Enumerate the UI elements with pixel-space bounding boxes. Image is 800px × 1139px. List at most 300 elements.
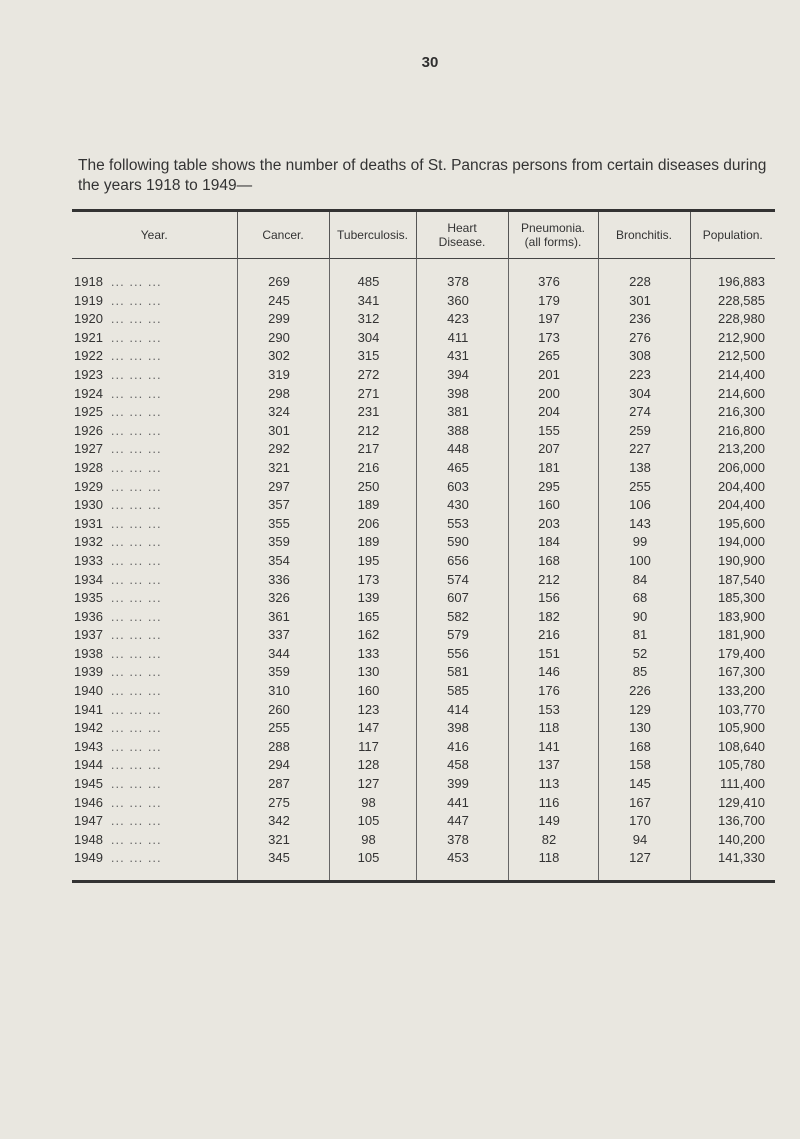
cancer-cell: 288 bbox=[237, 738, 329, 757]
year-cell bbox=[72, 422, 237, 441]
bronchitis-cell: 276 bbox=[598, 329, 690, 348]
population-cell: 216,800 bbox=[690, 422, 775, 441]
leader-dots: ... ... ... bbox=[110, 645, 162, 661]
population-cell: 105,780 bbox=[690, 756, 775, 775]
bronchitis-cell: 170 bbox=[598, 812, 690, 831]
year-value: 1921 bbox=[74, 329, 103, 345]
heart-disease-cell: 441 bbox=[416, 794, 508, 813]
leader-dots: ... ... ... bbox=[110, 608, 162, 624]
cancer-cell: 354 bbox=[237, 552, 329, 571]
table-row bbox=[72, 831, 775, 850]
leader-dots: ... ... ... bbox=[110, 329, 162, 345]
year-cell bbox=[72, 645, 237, 664]
header-pneumonia-line1: Pneumonia. bbox=[520, 221, 586, 235]
year-value: 1927 bbox=[74, 441, 103, 457]
population-cell: 228,585 bbox=[690, 292, 775, 311]
pneumonia-cell: 141 bbox=[508, 738, 598, 757]
leader-dots: ... ... ... bbox=[110, 831, 162, 847]
year-cell bbox=[72, 552, 237, 571]
year-cell bbox=[72, 366, 237, 385]
table-row bbox=[72, 608, 775, 627]
year-cell bbox=[72, 794, 237, 813]
spacer-cell bbox=[690, 259, 775, 274]
population-cell: 196,883 bbox=[690, 273, 775, 292]
table-row bbox=[72, 385, 775, 404]
spacer-cell bbox=[329, 868, 416, 880]
heart-disease-cell: 423 bbox=[416, 310, 508, 329]
population-cell: 187,540 bbox=[690, 571, 775, 590]
heart-disease-cell: 556 bbox=[416, 645, 508, 664]
bronchitis-cell: 99 bbox=[598, 533, 690, 552]
cancer-cell: 290 bbox=[237, 329, 329, 348]
population-cell: 212,500 bbox=[690, 347, 775, 366]
header-heart-disease-line2: Disease. bbox=[438, 235, 486, 249]
pneumonia-cell: 149 bbox=[508, 812, 598, 831]
cancer-cell: 255 bbox=[237, 719, 329, 738]
heart-disease-cell: 360 bbox=[416, 292, 508, 311]
population-cell: 195,600 bbox=[690, 515, 775, 534]
leader-dots: ... ... ... bbox=[110, 366, 162, 382]
heart-disease-cell: 416 bbox=[416, 738, 508, 757]
pneumonia-cell: 118 bbox=[508, 719, 598, 738]
year-value: 1938 bbox=[74, 645, 103, 661]
cancer-cell: 337 bbox=[237, 626, 329, 645]
leader-dots: ... ... ... bbox=[110, 385, 162, 401]
population-cell: 185,300 bbox=[690, 589, 775, 608]
tuberculosis-cell: 165 bbox=[329, 608, 416, 627]
year-cell bbox=[72, 496, 237, 515]
cancer-cell: 301 bbox=[237, 422, 329, 441]
year-value: 1926 bbox=[74, 422, 103, 438]
population-cell: 111,400 bbox=[690, 775, 775, 794]
bronchitis-cell: 223 bbox=[598, 366, 690, 385]
year-value: 1925 bbox=[74, 404, 103, 420]
bronchitis-cell: 228 bbox=[598, 273, 690, 292]
tuberculosis-cell: 304 bbox=[329, 329, 416, 348]
cancer-cell: 359 bbox=[237, 533, 329, 552]
tuberculosis-cell: 212 bbox=[329, 422, 416, 441]
spacer-cell bbox=[237, 868, 329, 880]
cancer-cell: 321 bbox=[237, 459, 329, 478]
table-row bbox=[72, 552, 775, 571]
leader-dots: ... ... ... bbox=[110, 627, 162, 643]
pneumonia-cell: 116 bbox=[508, 794, 598, 813]
year-value: 1936 bbox=[74, 608, 103, 624]
spacer-cell bbox=[72, 259, 237, 274]
year-value: 1922 bbox=[74, 348, 103, 364]
cancer-cell: 269 bbox=[237, 273, 329, 292]
leader-dots: ... ... ... bbox=[110, 850, 162, 866]
leader-dots: ... ... ... bbox=[110, 515, 162, 531]
heart-disease-cell: 378 bbox=[416, 273, 508, 292]
table-row bbox=[72, 366, 775, 385]
year-cell bbox=[72, 849, 237, 868]
header-year: Year. bbox=[140, 228, 168, 242]
spacer-cell bbox=[598, 259, 690, 274]
cancer-cell: 361 bbox=[237, 608, 329, 627]
cancer-cell: 342 bbox=[237, 812, 329, 831]
tuberculosis-cell: 217 bbox=[329, 440, 416, 459]
cancer-cell: 292 bbox=[237, 440, 329, 459]
leader-dots: ... ... ... bbox=[110, 757, 162, 773]
cancer-cell: 355 bbox=[237, 515, 329, 534]
year-value: 1918 bbox=[74, 274, 103, 289]
year-value: 1948 bbox=[74, 831, 103, 847]
tuberculosis-cell: 315 bbox=[329, 347, 416, 366]
year-value: 1949 bbox=[74, 850, 103, 866]
population-cell: 204,400 bbox=[690, 478, 775, 497]
table-row bbox=[72, 329, 775, 348]
heart-disease-cell: 394 bbox=[416, 366, 508, 385]
year-cell bbox=[72, 812, 237, 831]
pneumonia-cell: 201 bbox=[508, 366, 598, 385]
tuberculosis-cell: 127 bbox=[329, 775, 416, 794]
heart-disease-cell: 458 bbox=[416, 756, 508, 775]
heart-disease-cell: 590 bbox=[416, 533, 508, 552]
leader-dots: ... ... ... bbox=[110, 404, 162, 420]
tuberculosis-cell: 312 bbox=[329, 310, 416, 329]
heart-disease-cell: 574 bbox=[416, 571, 508, 590]
year-value: 1943 bbox=[74, 738, 103, 754]
heart-disease-cell: 447 bbox=[416, 812, 508, 831]
tuberculosis-cell: 160 bbox=[329, 682, 416, 701]
heart-disease-cell: 607 bbox=[416, 589, 508, 608]
bronchitis-cell: 68 bbox=[598, 589, 690, 608]
population-cell: 167,300 bbox=[690, 663, 775, 682]
table-row bbox=[72, 533, 775, 552]
cancer-cell: 310 bbox=[237, 682, 329, 701]
heart-disease-cell: 448 bbox=[416, 440, 508, 459]
pneumonia-cell: 295 bbox=[508, 478, 598, 497]
year-cell bbox=[72, 608, 237, 627]
leader-dots: ... ... ... bbox=[110, 459, 162, 475]
leader-dots: ... ... ... bbox=[110, 590, 162, 606]
tuberculosis-cell: 123 bbox=[329, 701, 416, 720]
cancer-cell: 299 bbox=[237, 310, 329, 329]
tuberculosis-cell: 485 bbox=[329, 273, 416, 292]
leader-dots: ... ... ... bbox=[110, 497, 162, 513]
header-population: Population. bbox=[690, 212, 775, 259]
year-value: 1944 bbox=[74, 757, 103, 773]
table-row bbox=[72, 292, 775, 311]
year-cell bbox=[72, 329, 237, 348]
tuberculosis-cell: 139 bbox=[329, 589, 416, 608]
table-row bbox=[72, 738, 775, 757]
tuberculosis-cell: 147 bbox=[329, 719, 416, 738]
pneumonia-cell: 153 bbox=[508, 701, 598, 720]
year-cell bbox=[72, 719, 237, 738]
leader-dots: ... ... ... bbox=[110, 311, 162, 327]
bronchitis-cell: 145 bbox=[598, 775, 690, 794]
intro-paragraph: The following table shows the number of deaths of St. Pancras persons from certain diseases during the years 1918 to 1949— bbox=[78, 157, 767, 194]
tuberculosis-cell: 105 bbox=[329, 812, 416, 831]
heart-disease-cell: 603 bbox=[416, 478, 508, 497]
bronchitis-cell: 106 bbox=[598, 496, 690, 515]
year-cell bbox=[72, 589, 237, 608]
tuberculosis-cell: 173 bbox=[329, 571, 416, 590]
population-cell: 179,400 bbox=[690, 645, 775, 664]
heart-disease-cell: 430 bbox=[416, 496, 508, 515]
bronchitis-cell: 259 bbox=[598, 422, 690, 441]
tuberculosis-cell: 105 bbox=[329, 849, 416, 868]
pneumonia-cell: 212 bbox=[508, 571, 598, 590]
year-value: 1945 bbox=[74, 776, 103, 792]
tuberculosis-cell: 206 bbox=[329, 515, 416, 534]
leader-dots: ... ... ... bbox=[110, 274, 162, 289]
year-cell bbox=[72, 385, 237, 404]
tuberculosis-cell: 133 bbox=[329, 645, 416, 664]
tuberculosis-cell: 195 bbox=[329, 552, 416, 571]
table-row bbox=[72, 682, 775, 701]
tuberculosis-cell: 98 bbox=[329, 794, 416, 813]
pneumonia-cell: 151 bbox=[508, 645, 598, 664]
population-cell: 194,000 bbox=[690, 533, 775, 552]
year-value: 1937 bbox=[74, 627, 103, 643]
population-cell: 212,900 bbox=[690, 329, 775, 348]
pneumonia-cell: 182 bbox=[508, 608, 598, 627]
leader-dots: ... ... ... bbox=[110, 720, 162, 736]
heart-disease-cell: 579 bbox=[416, 626, 508, 645]
leader-dots: ... ... ... bbox=[110, 422, 162, 438]
tuberculosis-cell: 341 bbox=[329, 292, 416, 311]
table-row bbox=[72, 422, 775, 441]
pneumonia-cell: 173 bbox=[508, 329, 598, 348]
year-cell bbox=[72, 310, 237, 329]
pneumonia-cell: 203 bbox=[508, 515, 598, 534]
year-value: 1928 bbox=[74, 459, 103, 475]
cancer-cell: 324 bbox=[237, 403, 329, 422]
pneumonia-cell: 113 bbox=[508, 775, 598, 794]
population-cell: 141,330 bbox=[690, 849, 775, 868]
population-cell: 103,770 bbox=[690, 701, 775, 720]
table-row bbox=[72, 273, 775, 292]
bronchitis-cell: 90 bbox=[598, 608, 690, 627]
pneumonia-cell: 216 bbox=[508, 626, 598, 645]
population-cell: 181,900 bbox=[690, 626, 775, 645]
spacer-cell bbox=[329, 259, 416, 274]
year-value: 1919 bbox=[74, 292, 103, 308]
spacer-cell bbox=[416, 259, 508, 274]
bronchitis-cell: 138 bbox=[598, 459, 690, 478]
cancer-cell: 344 bbox=[237, 645, 329, 664]
pneumonia-cell: 200 bbox=[508, 385, 598, 404]
spacer-cell bbox=[508, 259, 598, 274]
bronchitis-cell: 167 bbox=[598, 794, 690, 813]
cancer-cell: 260 bbox=[237, 701, 329, 720]
population-cell: 108,640 bbox=[690, 738, 775, 757]
leader-dots: ... ... ... bbox=[110, 441, 162, 457]
spacer-cell bbox=[690, 868, 775, 880]
heart-disease-cell: 381 bbox=[416, 403, 508, 422]
cancer-cell: 357 bbox=[237, 496, 329, 515]
cancer-cell: 245 bbox=[237, 292, 329, 311]
cancer-cell: 326 bbox=[237, 589, 329, 608]
bronchitis-cell: 304 bbox=[598, 385, 690, 404]
heart-disease-cell: 398 bbox=[416, 719, 508, 738]
pneumonia-cell: 155 bbox=[508, 422, 598, 441]
table-row bbox=[72, 496, 775, 515]
page-number: 30 bbox=[421, 54, 439, 71]
cancer-cell: 297 bbox=[237, 478, 329, 497]
table-row bbox=[72, 719, 775, 738]
header-row bbox=[72, 212, 775, 259]
pneumonia-cell: 181 bbox=[508, 459, 598, 478]
table-row bbox=[72, 794, 775, 813]
population-cell: 133,200 bbox=[690, 682, 775, 701]
spacer-cell bbox=[508, 868, 598, 880]
leader-dots: ... ... ... bbox=[110, 292, 162, 308]
tuberculosis-cell: 231 bbox=[329, 403, 416, 422]
bronchitis-cell: 143 bbox=[598, 515, 690, 534]
heart-disease-cell: 581 bbox=[416, 663, 508, 682]
header-heart-disease bbox=[416, 212, 508, 259]
leader-dots: ... ... ... bbox=[110, 683, 162, 699]
year-cell bbox=[72, 738, 237, 757]
tuberculosis-cell: 128 bbox=[329, 756, 416, 775]
heart-disease-cell: 378 bbox=[416, 831, 508, 850]
year-cell bbox=[72, 292, 237, 311]
tuberculosis-cell: 271 bbox=[329, 385, 416, 404]
year-value: 1941 bbox=[74, 701, 103, 717]
population-cell: 136,700 bbox=[690, 812, 775, 831]
population-cell: 105,900 bbox=[690, 719, 775, 738]
cancer-cell: 298 bbox=[237, 385, 329, 404]
deaths-table bbox=[72, 212, 775, 880]
year-cell bbox=[72, 459, 237, 478]
population-cell: 228,980 bbox=[690, 310, 775, 329]
cancer-cell: 287 bbox=[237, 775, 329, 794]
bronchitis-cell: 129 bbox=[598, 701, 690, 720]
population-cell: 214,600 bbox=[690, 385, 775, 404]
cancer-cell: 319 bbox=[237, 366, 329, 385]
bronchitis-cell: 127 bbox=[598, 849, 690, 868]
pneumonia-cell: 207 bbox=[508, 440, 598, 459]
bronchitis-cell: 227 bbox=[598, 440, 690, 459]
tuberculosis-cell: 117 bbox=[329, 738, 416, 757]
leader-dots: ... ... ... bbox=[110, 776, 162, 792]
year-value: 1935 bbox=[74, 590, 103, 606]
cancer-cell: 302 bbox=[237, 347, 329, 366]
header-pneumonia-line2: (all forms). bbox=[524, 235, 582, 249]
year-value: 1933 bbox=[74, 552, 103, 568]
spacer-cell bbox=[598, 868, 690, 880]
bronchitis-cell: 94 bbox=[598, 831, 690, 850]
year-value: 1940 bbox=[74, 683, 103, 699]
tuberculosis-cell: 189 bbox=[329, 496, 416, 515]
year-cell bbox=[72, 663, 237, 682]
leader-dots: ... ... ... bbox=[110, 794, 162, 810]
heart-disease-cell: 453 bbox=[416, 849, 508, 868]
table-bottom-rule bbox=[72, 880, 775, 883]
year-cell bbox=[72, 273, 237, 292]
pneumonia-cell: 137 bbox=[508, 756, 598, 775]
heart-disease-cell: 399 bbox=[416, 775, 508, 794]
bronchitis-cell: 100 bbox=[598, 552, 690, 571]
cancer-cell: 336 bbox=[237, 571, 329, 590]
heart-disease-cell: 414 bbox=[416, 701, 508, 720]
table-row bbox=[72, 478, 775, 497]
year-value: 1934 bbox=[74, 571, 103, 587]
bronchitis-cell: 81 bbox=[598, 626, 690, 645]
leader-dots: ... ... ... bbox=[110, 552, 162, 568]
year-cell bbox=[72, 533, 237, 552]
year-cell bbox=[72, 571, 237, 590]
tail-spacer-row bbox=[72, 868, 775, 880]
year-cell bbox=[72, 756, 237, 775]
year-cell bbox=[72, 701, 237, 720]
bronchitis-cell: 52 bbox=[598, 645, 690, 664]
pneumonia-cell: 82 bbox=[508, 831, 598, 850]
table-body bbox=[72, 259, 775, 881]
tuberculosis-cell: 130 bbox=[329, 663, 416, 682]
year-value: 1931 bbox=[74, 515, 103, 531]
table-row bbox=[72, 347, 775, 366]
pneumonia-cell: 168 bbox=[508, 552, 598, 571]
year-cell bbox=[72, 515, 237, 534]
year-cell bbox=[72, 478, 237, 497]
bronchitis-cell: 236 bbox=[598, 310, 690, 329]
tuberculosis-cell: 250 bbox=[329, 478, 416, 497]
bronchitis-cell: 301 bbox=[598, 292, 690, 311]
table-row bbox=[72, 849, 775, 868]
tuberculosis-cell: 216 bbox=[329, 459, 416, 478]
leader-dots: ... ... ... bbox=[110, 664, 162, 680]
table-row bbox=[72, 459, 775, 478]
table-row bbox=[72, 812, 775, 831]
year-cell bbox=[72, 403, 237, 422]
year-cell bbox=[72, 775, 237, 794]
mortality-table bbox=[72, 209, 775, 883]
heart-disease-cell: 582 bbox=[416, 608, 508, 627]
year-value: 1947 bbox=[74, 813, 103, 829]
spacer-cell bbox=[416, 868, 508, 880]
heart-disease-cell: 388 bbox=[416, 422, 508, 441]
population-cell: 190,900 bbox=[690, 552, 775, 571]
spacer-cell bbox=[72, 868, 237, 880]
header-pneumonia bbox=[508, 212, 598, 259]
tuberculosis-cell: 189 bbox=[329, 533, 416, 552]
leader-dots: ... ... ... bbox=[110, 701, 162, 717]
pneumonia-cell: 176 bbox=[508, 682, 598, 701]
table-row bbox=[72, 403, 775, 422]
heart-disease-cell: 553 bbox=[416, 515, 508, 534]
year-value: 1924 bbox=[74, 385, 103, 401]
population-cell: 140,200 bbox=[690, 831, 775, 850]
year-value: 1946 bbox=[74, 794, 103, 810]
population-cell: 183,900 bbox=[690, 608, 775, 627]
year-value: 1939 bbox=[74, 664, 103, 680]
pneumonia-cell: 204 bbox=[508, 403, 598, 422]
tuberculosis-cell: 98 bbox=[329, 831, 416, 850]
population-cell: 129,410 bbox=[690, 794, 775, 813]
pneumonia-cell: 376 bbox=[508, 273, 598, 292]
year-cell bbox=[72, 831, 237, 850]
year-value: 1923 bbox=[74, 366, 103, 382]
population-cell: 213,200 bbox=[690, 440, 775, 459]
pneumonia-cell: 184 bbox=[508, 533, 598, 552]
bronchitis-cell: 255 bbox=[598, 478, 690, 497]
pneumonia-cell: 197 bbox=[508, 310, 598, 329]
table-row bbox=[72, 626, 775, 645]
pneumonia-cell: 156 bbox=[508, 589, 598, 608]
cancer-cell: 359 bbox=[237, 663, 329, 682]
header-spacer-row bbox=[72, 259, 775, 274]
bronchitis-cell: 158 bbox=[598, 756, 690, 775]
population-cell: 204,400 bbox=[690, 496, 775, 515]
spacer-cell bbox=[237, 259, 329, 274]
bronchitis-cell: 308 bbox=[598, 347, 690, 366]
year-value: 1920 bbox=[74, 311, 103, 327]
